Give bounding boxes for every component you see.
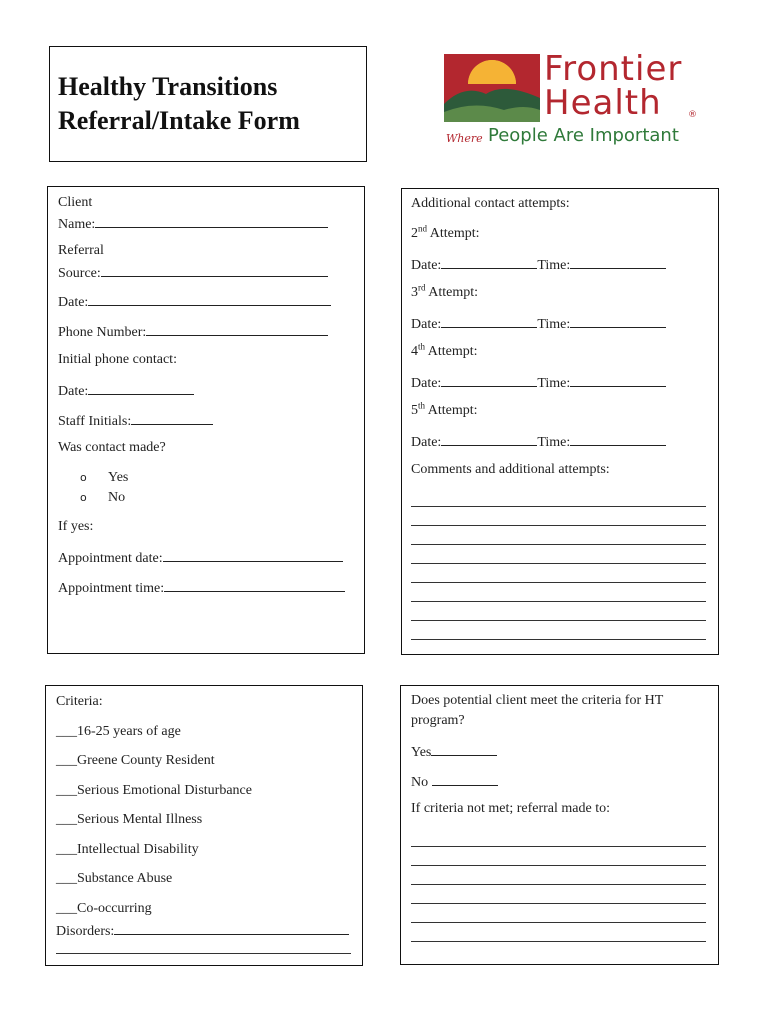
attempt-2-time-field[interactable] bbox=[570, 255, 666, 269]
attempt-5-date-time-row: Date: Time: bbox=[411, 432, 666, 451]
eligibility-no-label: No bbox=[411, 775, 429, 790]
disorders-row bbox=[56, 921, 349, 940]
client-name-label: Name: bbox=[58, 217, 96, 232]
phone-number-label: Phone Number: bbox=[58, 325, 147, 340]
disorders-extra-line[interactable] bbox=[56, 953, 351, 954]
logo-name-line-2: Health bbox=[544, 83, 662, 123]
comments-line[interactable] bbox=[411, 620, 706, 621]
logo-tagline: People Are Important bbox=[488, 125, 679, 146]
comments-line[interactable] bbox=[411, 506, 706, 507]
phone-number-field[interactable] bbox=[146, 322, 328, 336]
attempt-3-date-field[interactable] bbox=[441, 314, 537, 328]
contact-date-field[interactable] bbox=[88, 381, 194, 395]
attempt-4-heading: 4th Attempt: bbox=[411, 341, 478, 359]
form-title-line-1: Healthy Transitions bbox=[58, 72, 278, 101]
referral-made-line[interactable] bbox=[411, 865, 706, 866]
form-title-box bbox=[49, 46, 367, 162]
frontier-health-logo bbox=[444, 50, 719, 150]
if-yes-label: If yes: bbox=[58, 519, 94, 534]
eligibility-yes-label: Yes bbox=[411, 745, 432, 760]
disorders-label: Disorders: bbox=[56, 924, 115, 939]
staff-initials-label: Staff Initials: bbox=[58, 414, 132, 429]
criteria-item-substance[interactable]: ___Substance Abuse bbox=[56, 871, 173, 886]
eligibility-no-row bbox=[411, 772, 498, 791]
logo-tagline-prefix: Where bbox=[446, 132, 483, 145]
comments-label: Comments and additional attempts: bbox=[411, 462, 610, 477]
client-name-row bbox=[58, 214, 328, 233]
logo-registered-mark: ® bbox=[688, 110, 697, 120]
staff-initials-row bbox=[58, 411, 213, 430]
form-title-line-2: Referral/Intake Form bbox=[58, 106, 300, 135]
eligibility-yes-row bbox=[411, 742, 497, 761]
attempt-5-date-field[interactable] bbox=[441, 432, 537, 446]
criteria-item-county[interactable]: ___Greene County Resident bbox=[56, 753, 215, 768]
client-name-label-line-1: Client bbox=[58, 195, 93, 210]
appointment-time-field[interactable] bbox=[164, 578, 345, 592]
referral-source-field[interactable] bbox=[101, 263, 328, 277]
option-no-label: No bbox=[108, 490, 126, 505]
attempt-5-heading: 5th Attempt: bbox=[411, 400, 478, 418]
criteria-item-age[interactable]: ___16-25 years of age bbox=[56, 724, 181, 739]
bullet-icon: o bbox=[80, 491, 87, 504]
criteria-item-sed[interactable]: ___Serious Emotional Disturbance bbox=[56, 783, 252, 798]
attempt-3-date-time-row: Date: Time: bbox=[411, 314, 666, 333]
attempt-4-time-field[interactable] bbox=[570, 373, 666, 387]
eligibility-yes-field[interactable] bbox=[431, 742, 497, 756]
sun-hills-logo-icon bbox=[444, 54, 540, 122]
eligibility-no-field[interactable] bbox=[432, 772, 498, 786]
referral-made-line[interactable] bbox=[411, 846, 706, 847]
referral-made-line[interactable] bbox=[411, 884, 706, 885]
comments-line[interactable] bbox=[411, 601, 706, 602]
referral-source-label-line-1: Referral bbox=[58, 243, 104, 258]
attempt-4-date-field[interactable] bbox=[441, 373, 537, 387]
referral-date-label: Date: bbox=[58, 295, 89, 310]
appointment-time-row bbox=[58, 578, 345, 597]
appointment-date-field[interactable] bbox=[163, 548, 343, 562]
client-name-field[interactable] bbox=[95, 214, 328, 228]
contact-made-no-option[interactable] bbox=[80, 490, 125, 506]
referral-source-label: Source: bbox=[58, 266, 101, 281]
appointment-date-row bbox=[58, 548, 343, 567]
appointment-date-label: Appointment date: bbox=[58, 551, 163, 566]
criteria-item-co-occurring[interactable]: ___Co-occurring bbox=[56, 901, 152, 916]
referral-source-row bbox=[58, 263, 328, 282]
attempt-2-heading: 2nd Attempt: bbox=[411, 223, 480, 241]
logo-name-line-1: Frontier bbox=[544, 49, 683, 89]
attempt-5-time-field[interactable] bbox=[570, 432, 666, 446]
initial-contact-heading: Initial phone contact: bbox=[58, 352, 177, 367]
disorders-field[interactable] bbox=[114, 921, 349, 935]
comments-line[interactable] bbox=[411, 544, 706, 545]
attempt-4-date-time-row: Date: Time: bbox=[411, 373, 666, 392]
appointment-time-label: Appointment time: bbox=[58, 581, 165, 596]
phone-number-row bbox=[58, 322, 328, 341]
contact-made-yes-option[interactable] bbox=[80, 470, 128, 486]
attempt-2-date-time-row: Date: Time: bbox=[411, 255, 666, 274]
comments-line[interactable] bbox=[411, 639, 706, 640]
eligibility-question-line-1: Does potential client meet the criteria for HT bbox=[411, 693, 664, 708]
referral-date-row bbox=[58, 292, 331, 311]
comments-line[interactable] bbox=[411, 563, 706, 564]
criteria-item-id[interactable]: ___Intellectual Disability bbox=[56, 842, 199, 857]
attempt-3-time-field[interactable] bbox=[570, 314, 666, 328]
bullet-icon: o bbox=[80, 471, 87, 484]
option-yes-label: Yes bbox=[108, 470, 129, 485]
staff-initials-field[interactable] bbox=[131, 411, 213, 425]
contact-date-label: Date: bbox=[58, 384, 89, 399]
attempt-3-heading: 3rd Attempt: bbox=[411, 282, 479, 300]
referral-date-field[interactable] bbox=[88, 292, 331, 306]
contact-date-row bbox=[58, 381, 194, 400]
comments-line[interactable] bbox=[411, 582, 706, 583]
referral-made-line[interactable] bbox=[411, 922, 706, 923]
eligibility-question-line-2: program? bbox=[411, 713, 465, 728]
attempts-heading: Additional contact attempts: bbox=[411, 196, 570, 211]
criteria-item-smi[interactable]: ___Serious Mental Illness bbox=[56, 812, 203, 827]
comments-line[interactable] bbox=[411, 525, 706, 526]
referral-made-line[interactable] bbox=[411, 903, 706, 904]
referral-made-label: If criteria not met; referral made to: bbox=[411, 801, 611, 816]
referral-made-line[interactable] bbox=[411, 941, 706, 942]
criteria-heading: Criteria: bbox=[56, 694, 103, 709]
contact-made-question: Was contact made? bbox=[58, 440, 166, 455]
attempt-2-date-field[interactable] bbox=[441, 255, 537, 269]
